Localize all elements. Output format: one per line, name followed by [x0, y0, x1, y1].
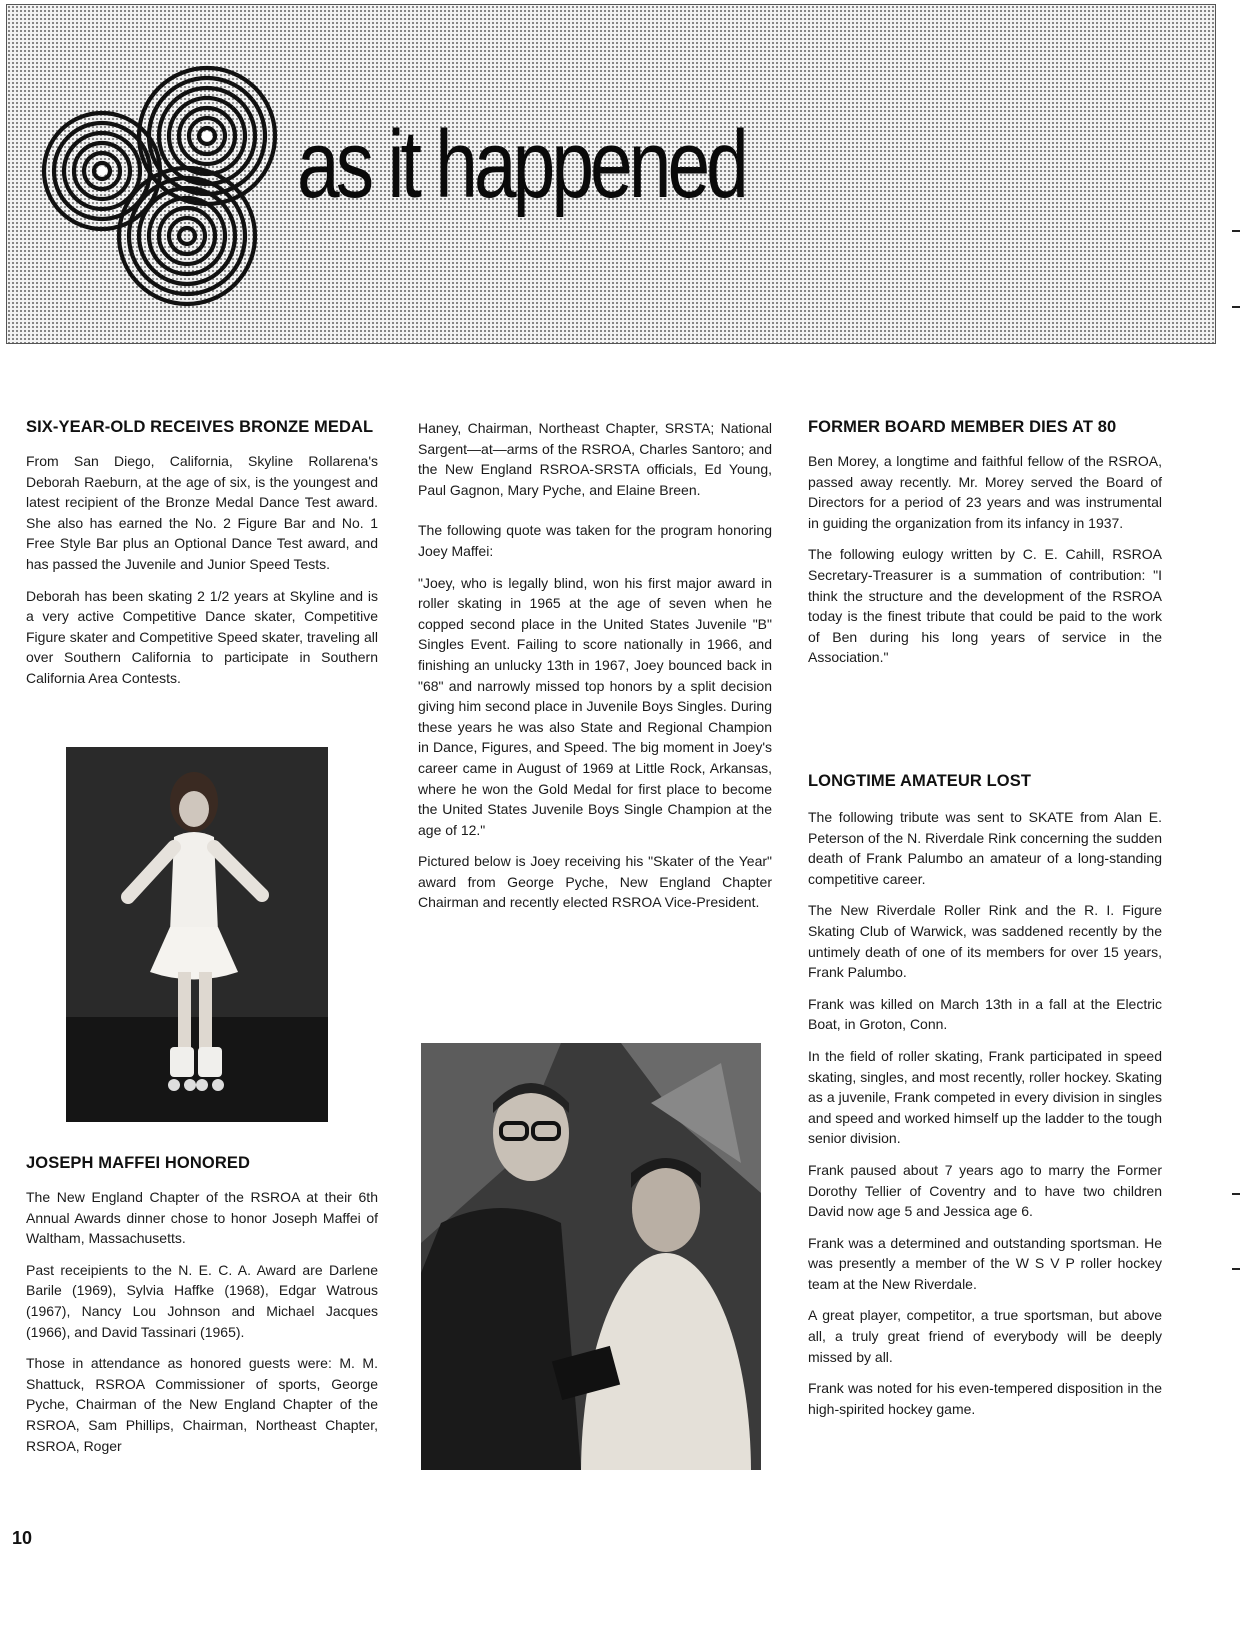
article-paragraph: Haney, Chairman, Northeast Chapter, SRSTA; National Sargent—at—arms of the RSROA, Charles Santoro; and the New England RSROA-SRSTA officials, Ed Young, Paul Gagnon, Mary Pyche, and Elaine Breen.	[418, 420, 772, 498]
article-heading-bronze: SIX-YEAR-OLD RECEIVES BRONZE MEDAL	[26, 418, 374, 436]
article-paragraph: Those in attendance as honored guests were: M. M. Shattuck, RSROA Commissioner of sports, George Pyche, Chairman of the New England Chapter of the RSROA, Sam Phillips, Chairman, Northeast Chapter, RSROA, Roger	[26, 1355, 378, 1454]
article-paragraph: "Joey, who is legally blind, won his first major award in roller skating in 1965 at the age of seven when he copped second place in the United States Juvenile "B" Singles Event. Failing to score nationally in 1966, and finishing an unlucky 13th in 1967, Joey bounced back in "68" and narrowly missed top honors by a split decision giving him second place in Juvenile Boys Singles. During these years he was also State and Regional Champion in Dance, Figures, and Speed. The big moment in Joey's career came in August of 1969 at Little Rock, Arkansas, where he won the Gold Medal for first place to become the United States Juvenile Boys Single Champion at the age of 12."	[418, 574, 772, 838]
article-heading-morey: FORMER BOARD MEMBER DIES AT 80	[808, 418, 1117, 436]
column-left-lower	[26, 1154, 378, 1467]
article-paragraph: The following quote was taken for the program honoring Joey Maffei:	[418, 522, 772, 559]
photo-award-presentation	[421, 1043, 761, 1470]
column-middle	[418, 418, 772, 924]
masthead-title: as it happened	[297, 111, 745, 218]
article-paragraph: From San Diego, California, Skyline Rollarena's Deborah Raeburn, at the age of six, is the youngest and latest recipient of the Bronze Medal Dance Test award. She also has earned the No. 2 Figure Bar and No. 1 Free Style Bar plus an Optional Dance Test award, and has passed the Juvenile and Junior Speed Tests.	[26, 453, 378, 572]
article-paragraph: Deborah has been skating 2 1/2 years at Skyline and is a very active Competitive Dance skater, Competitive Figure skater and Competitive Speed skater, traveling all over Southern California to participate in Southern California Area Contests.	[26, 587, 378, 686]
article-paragraph: The following eulogy written by C. E. Cahill, RSROA Secretary-Treasurer is a summation of contribution: "I think the structure and the development of the RSROA today is the finest tribute that could be paid to the work of Ben during his long years of service in the Association."	[808, 546, 1162, 666]
article-paragraph: Ben Morey, a longtime and faithful fellow of the RSROA, passed away recently. Mr. Morey served the Board of Directors for a period of 23 years and was instrumental in guiding the organization from its infancy in 1937.	[808, 453, 1162, 531]
edge-mark	[1232, 230, 1240, 232]
edge-mark	[1232, 1193, 1240, 1195]
column-right	[808, 418, 1162, 679]
swirl-logo	[37, 51, 287, 311]
article-heading-palumbo: LONGTIME AMATEUR LOST	[808, 772, 1031, 790]
article-paragraph: The New England Chapter of the RSROA at their 6th Annual Awards dinner chose to honor Joseph Maffei of Waltham, Massachusetts.	[26, 1189, 378, 1247]
column-left	[26, 418, 378, 700]
article-paragraph: Pictured below is Joey receiving his "Skater of the Year" award from George Pyche, New England Chapter Chairman and recently elected RSROA Vice-President.	[418, 853, 772, 911]
article-paragraph: Frank was killed on March 13th in a fall at the Electric Boat, in Groton, Conn.	[808, 995, 1162, 1033]
article-paragraph: Frank paused about 7 years ago to marry the Former Dorothy Tellier of Coventry and to have two children David now age 5 and Jessica age 6.	[808, 1161, 1162, 1220]
article-paragraph: The New Riverdale Roller Rink and the R. I. Figure Skating Club of Warwick, was saddened recently by the untimely death of one of its members for over 15 years, Frank Palumbo.	[808, 902, 1162, 981]
article-heading-maffei: JOSEPH MAFFEI HONORED	[26, 1154, 250, 1172]
column-right-lower	[808, 772, 1162, 1430]
article-paragraph: Frank was noted for his even-tempered disposition in the high-spirited hockey game.	[808, 1380, 1162, 1417]
photo-skater-girl	[66, 747, 328, 1122]
article-paragraph: Past receipients to the N. E. C. A. Award are Darlene Barile (1969), Sylvia Haffke (1968), Edgar Watrous (1967), Nancy Lou Johnson and Michael Jacques (1966), and David Tassinari (1965).	[26, 1261, 378, 1340]
edge-mark	[1232, 1268, 1240, 1270]
edge-mark	[1232, 306, 1240, 308]
masthead-banner	[6, 4, 1216, 344]
article-paragraph: Frank was a determined and outstanding sportsman. He was presently a member of the W S V P roller hockey team at the New Riverdale.	[808, 1234, 1162, 1292]
article-paragraph: A great player, competitor, a true sportsman, but above all, a truly great friend of everybody will be deeply missed by all.	[808, 1307, 1162, 1365]
page-number: 10	[12, 1528, 33, 1548]
article-paragraph: The following tribute was sent to SKATE from Alan E. Peterson of the N. Riverdale Rink concerning the sudden death of Frank Palumbo an amateur of a long-standing competitive career.	[808, 809, 1162, 887]
article-paragraph: In the field of roller skating, Frank participated in speed skating, singles, and most recently, roller hockey. Skating as a juvenile, Frank competed in every division in singles and speed and worked himself up the ladder to the tough senior division.	[808, 1047, 1162, 1147]
